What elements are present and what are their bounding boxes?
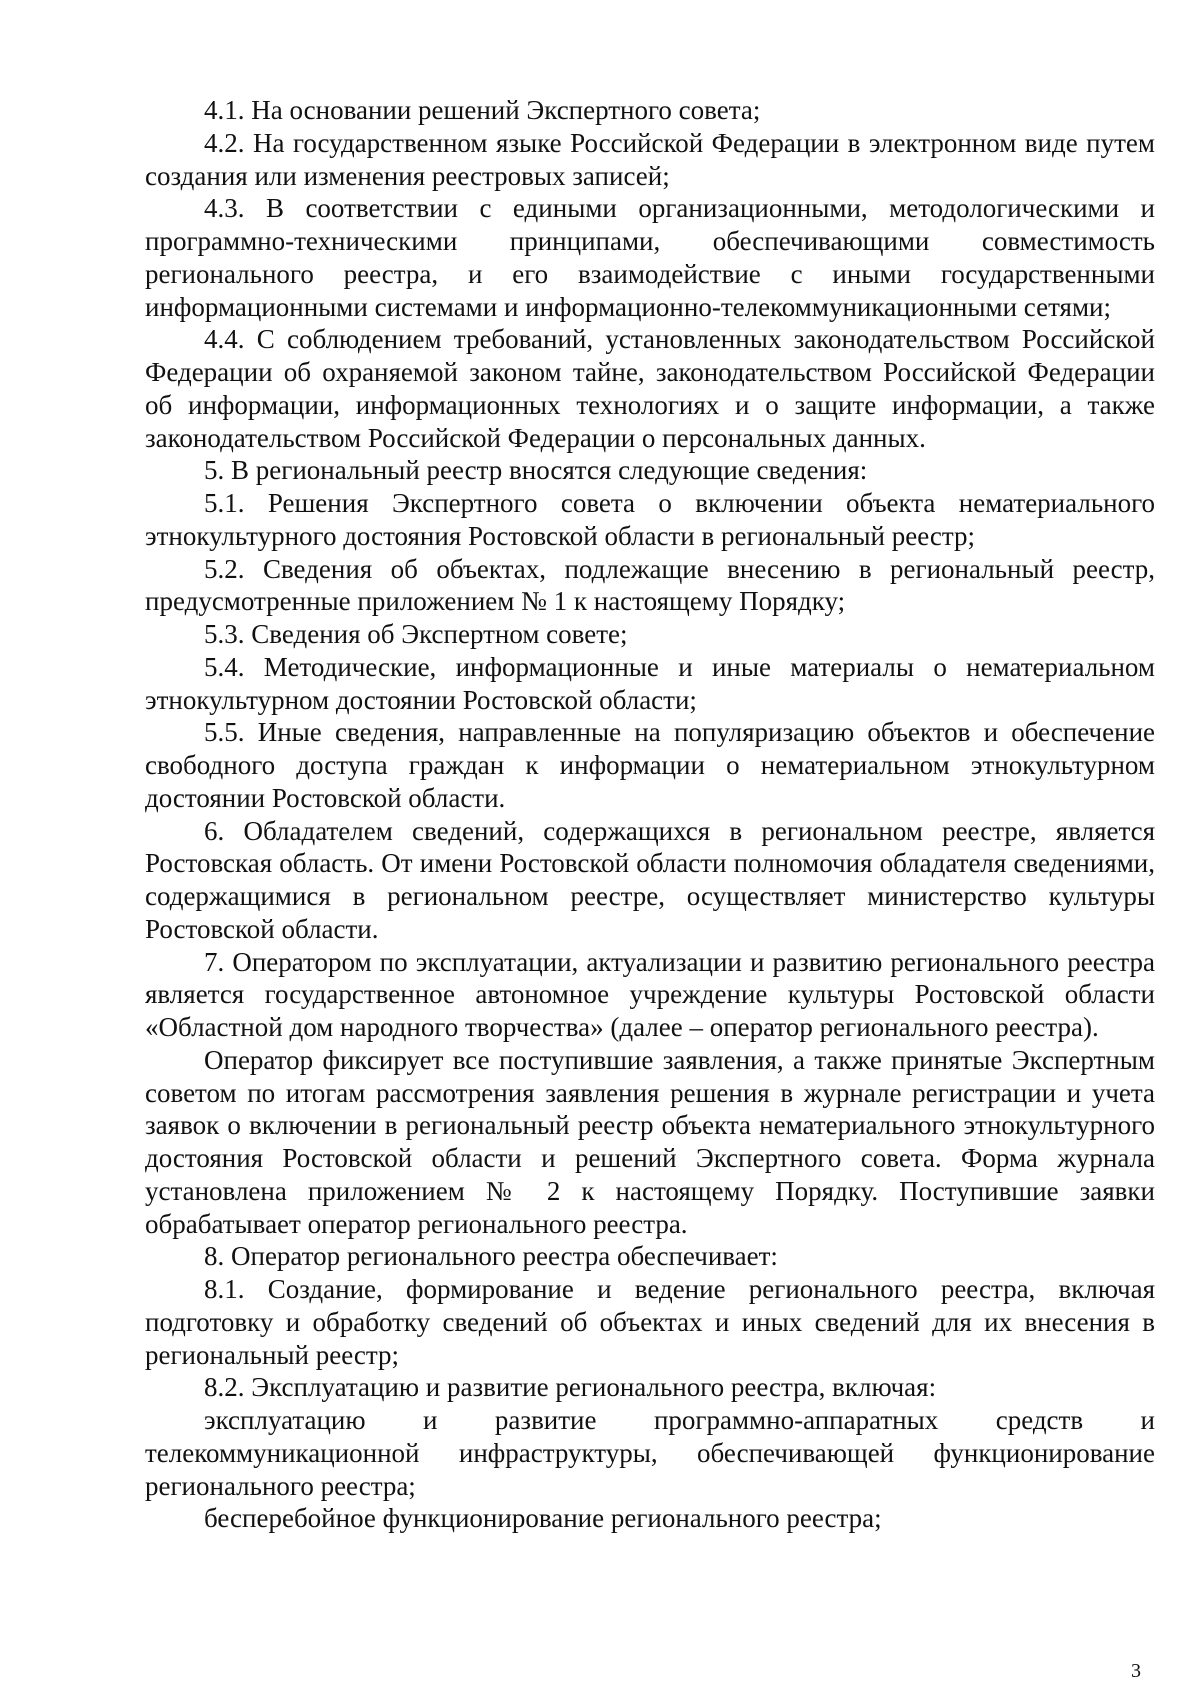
paragraph-4-3: 4.3. В соответствии с едиными организационными, методологическими и программно-техническими принципами, обеспечивающими совместимость регионального реестра, и его взаимодействие с иными государственными информационными системами и информационно-телекоммуникационными сетями; [145,193,1155,322]
paragraph-5-5: 5.5. Иные сведения, направленные на популяризацию объектов и обеспечение свободного доступа граждан к информации о нематериальном этнокультурном достоянии Ростовской области. [145,717,1155,813]
paragraph-8-2-item-1: эксплуатацию и развитие программно-аппаратных средств и телекоммуникационной инфраструктуры, обеспечивающей функционирование регионального реестра; [145,1405,1155,1501]
document-body [145,94,1155,1535]
paragraph-8-2: 8.2. Эксплуатацию и развитие регионального реестра, включая: [204,1372,937,1403]
paragraph-5-2: 5.2. Сведения об объектах, подлежащие внесению в региональный реестр, предусмотренные приложением № 1 к настоящему Порядку; [145,553,1155,617]
paragraph-7: 7. Оператором по эксплуатации, актуализации и развитию регионального реестра является государственное автономное учреждение культуры Ростовской области «Областной дом народного творчества» (далее – оператор регионального реестра). [145,946,1155,1042]
paragraph-8-1: 8.1. Создание, формирование и ведение регионального реестра, включая подготовку и обработку сведений об объектах и иных сведений для их внесения в региональный реестр; [145,1274,1155,1370]
paragraph-7-operator: Оператор фиксирует все поступившие заявления, а также принятые Экспертным советом по итогам рассмотрения заявления решения в журнале регистрации и учета заявок о включении в региональный реестр объекта нематериального этнокультурного достояния Ростовской области и решений Экспертного совета. Форма журнала установлена приложением № 2 к настоящему Порядку. Поступившие заявки обрабатывает оператор регионального реестра. [145,1044,1155,1239]
paragraph-5-4: 5.4. Методические, информационные и иные материалы о нематериальном этнокультурном достоянии Ростовской области; [145,651,1155,715]
paragraph-8: 8. Оператор регионального реестра обеспечивает: [204,1241,778,1272]
paragraph-5-1: 5.1. Решения Экспертного совета о включении объекта нематериального этнокультурного достояния Ростовской области в региональный реестр; [145,488,1155,551]
paragraph-5-3: 5.3. Сведения об Экспертном совете; [204,619,628,649]
paragraph-4-4: 4.4. С соблюдением требований, установленных законодательством Российской Федерации об охраняемой законом тайне, законодательством Российской Федерации об информации, информационных технологиях и о защите информации, а также законодательством Российской Федерации о персональных данных. [145,324,1155,453]
paragraph-5: 5. В региональный реестр вносятся следующие сведения: [204,455,868,486]
page-number: 3 [1131,1660,1141,1682]
paragraph-8-2-item-2: бесперебойное функционирование регионального реестра; [204,1503,882,1534]
paragraph-6: 6. Обладателем сведений, содержащихся в региональном реестре, является Ростовская область. От имени Ростовской области полномочия обладателя сведениями, содержащимися в региональном реестре, осуществляет министерство культуры Ростовской области. [145,815,1155,944]
paragraph-4-2: 4.2. На государственном языке Российской Федерации в электронном виде путем создания или изменения реестровых записей; [145,127,1155,191]
paragraph-4-1: 4.1. На основании решений Экспертного совета; [204,95,761,125]
